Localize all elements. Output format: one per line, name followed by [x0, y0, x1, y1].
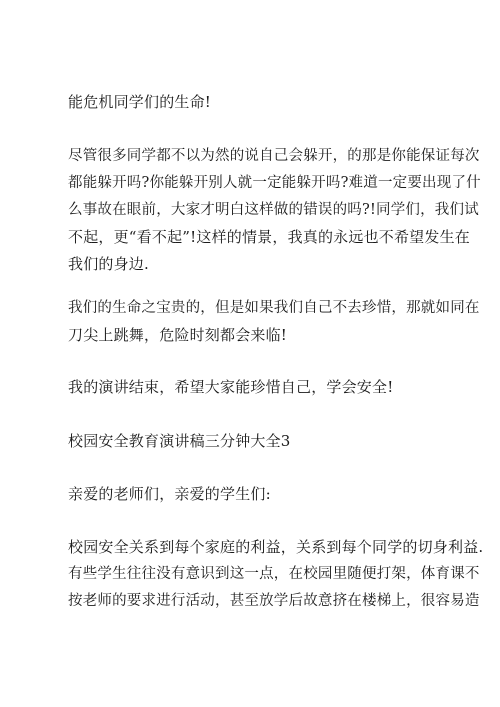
paragraph-3-line-2: 刀尖上跳舞，危险时刻都会来临! [68, 326, 288, 344]
paragraph-3-line-1: 我们的生命之宝贵的，但是如果我们自己不去珍惜，那就如同在 [68, 300, 480, 316]
paragraph-2-line-2: 都能躲开吗?你能躲开别人就一定能躲开吗?难道一定要出现了什 [68, 175, 481, 191]
paragraph-2-line-3: 么事故在眼前，大家才明白这样做的错误的吗?!同学们，我们试 [68, 202, 479, 218]
paragraph-2-line-1: 尽管很多同学都不以为然的说自己会躲开，的那是你能保证每次 [68, 148, 480, 164]
section-heading: 校园安全教育演讲稿三分钟大全3 [68, 432, 291, 450]
paragraph-7-line-3: 按老师的要求进行活动，甚至放学后故意挤在楼梯上，很容易造 [68, 593, 480, 609]
paragraph-2-line-5: 我们的身边. [68, 255, 149, 273]
paragraph-4-line-1: 我的演讲结束，希望大家能珍惜自己，学会安全! [68, 378, 394, 396]
salutation: 亲爱的老师们，亲爱的学生们: [68, 485, 271, 503]
paragraph-7-line-1: 校园安全关系到每个家庭的利益，关系到每个同学的切身利益. [68, 538, 484, 556]
paragraph-7-line-2: 有些学生往往没有意识到这一点，在校园里随便打架，体育课不 [68, 566, 480, 582]
paragraph-2-line-4: 不起，更“看不起”!这样的情景，我真的永远也不希望发生在 [68, 228, 470, 246]
paragraph-1-line-1: 能危机同学们的生命! [68, 93, 212, 111]
